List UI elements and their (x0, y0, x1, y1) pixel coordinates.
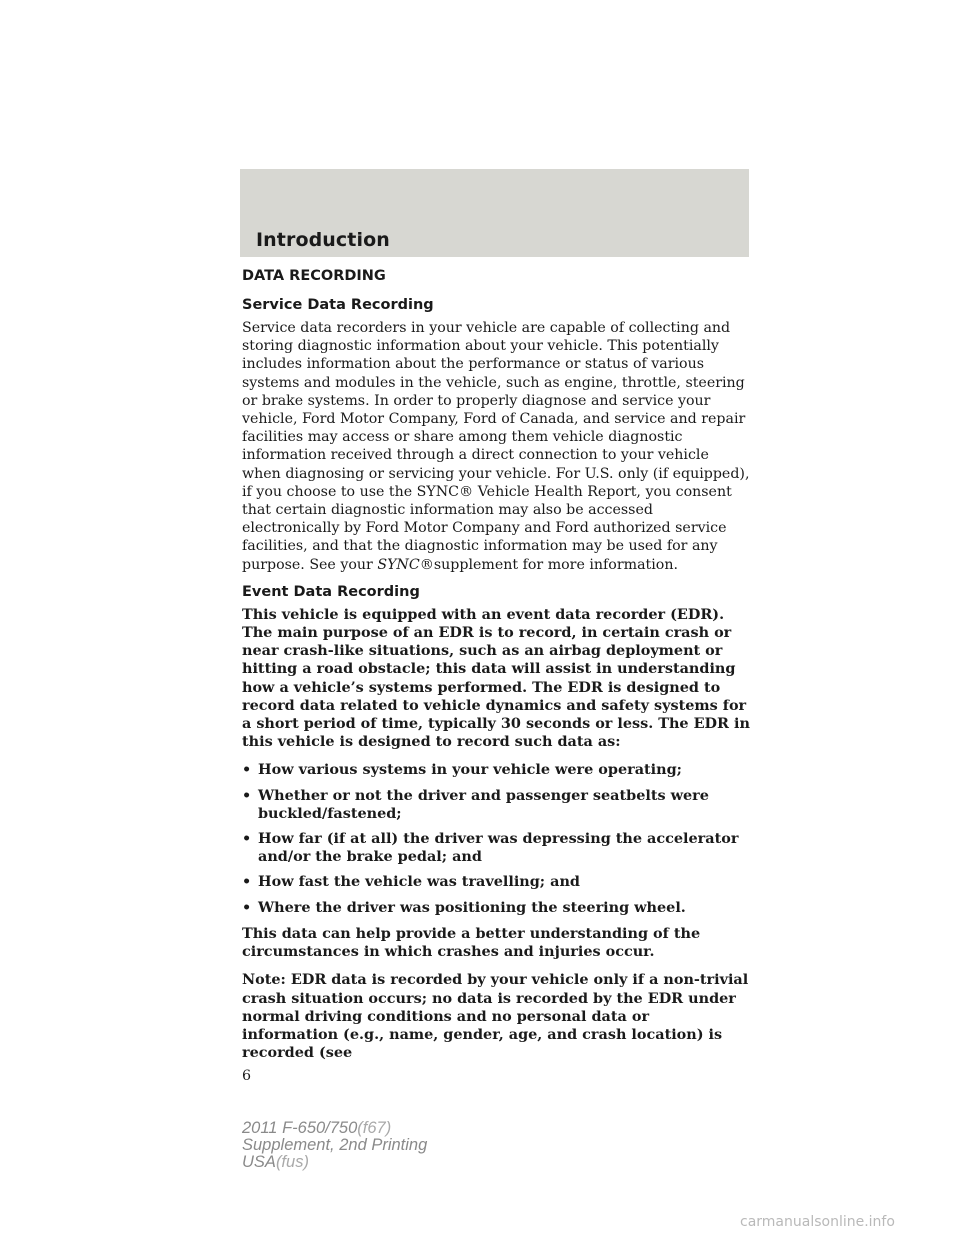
list-item-text: Where the driver was positioning the steering wheel. (258, 898, 686, 916)
service-data-heading: Service Data Recording (242, 297, 434, 313)
list-item-text: How fast the vehicle was travelling; and (258, 873, 580, 891)
bullet-icon: • (242, 786, 252, 804)
list-item-text: Whether or not the driver and passenger seatbelts were buckled/fastened; (258, 786, 709, 822)
list-item (242, 899, 750, 917)
edr-summary: This data can help provide a better understanding of the circumstances in which crashes and injuries occur. (242, 924, 701, 961)
event-data-intro: This vehicle is equipped with an event data recorder (EDR). The main purpose of an EDR is to record, in certain crash or near crash-like situations, such as an airbag deployment or hitting a road obstacle; this data will assist in understanding how a vehicle’s systems performed. The EDR is designed to record data related to vehicle dynamics and safety systems for a short period of time, typically 30 seconds or less. The EDR in this vehicle is designed to record such data as: (242, 605, 750, 751)
edr-note: Note: EDR data is recorded by your vehicle only if a non-trivial crash situation occurs; no data is recorded by the EDR under normal driving conditions and no personal data or information (e.g., name, gender, age, and crash location) is recorded (see (242, 971, 749, 1062)
bullet-icon: • (242, 873, 252, 891)
main-heading: DATA RECORDING (242, 268, 386, 284)
event-data-heading: Event Data Recording (242, 583, 420, 600)
list-item-text: How various systems in your vehicle were operating; (258, 761, 682, 779)
service-data-paragraph (242, 319, 750, 574)
print-footer (242, 1120, 427, 1171)
service-paragraph-text: Service data recorders in your vehicle are capable of collecting and storing diagnostic information about your vehicle. This potentially includes information about the performance or status of various systems and modules in the vehicle, such as engine, throttle, steering or brake systems. In order to properly diagnose and service your vehicle, Ford Motor Company, Ford of Canada, and service and repair facilities may access or share among them vehicle diagnostic information received through a direct connection to your vehicle when diagnosing or servicing your vehicle. For U.S. only (if equipped), if you choose to use the SYNC® Vehicle Health Report, you consent that certain diagnostic information may also be accessed electronically by Ford Motor Company and Ford authorized service facilities, and that the diagnostic information may be used for any purpose. See your (242, 320, 750, 573)
footer-model: 2011 F-650/750 (242, 1119, 358, 1137)
section-header-band (240, 169, 749, 257)
bullet-icon: • (242, 830, 252, 848)
list-item (242, 761, 750, 779)
list-item (242, 830, 750, 866)
page-content (242, 268, 750, 1084)
list-item (242, 873, 750, 891)
service-paragraph-end: supplement for more information. (433, 556, 678, 573)
footer-line-market (242, 1154, 427, 1171)
list-item (242, 787, 750, 823)
footer-model-code: (f67) (357, 1119, 392, 1137)
site-watermark: carmanualsonline.info (740, 1214, 895, 1230)
sync-term: SYNC® (377, 556, 434, 573)
footer-market: USA (242, 1153, 276, 1171)
footer-line-model (242, 1120, 427, 1137)
bullet-icon: • (242, 898, 252, 916)
list-item-text: How far (if at all) the driver was depressing the accelerator and/or the brake pedal; and (258, 830, 739, 866)
page-number: 6 (242, 1068, 252, 1085)
section-title: Introduction (256, 229, 390, 251)
footer-line-printing: Supplement, 2nd Printing (242, 1136, 428, 1154)
edr-data-list (242, 761, 750, 916)
bullet-icon: • (242, 761, 252, 779)
footer-market-code: (fus) (275, 1153, 309, 1171)
